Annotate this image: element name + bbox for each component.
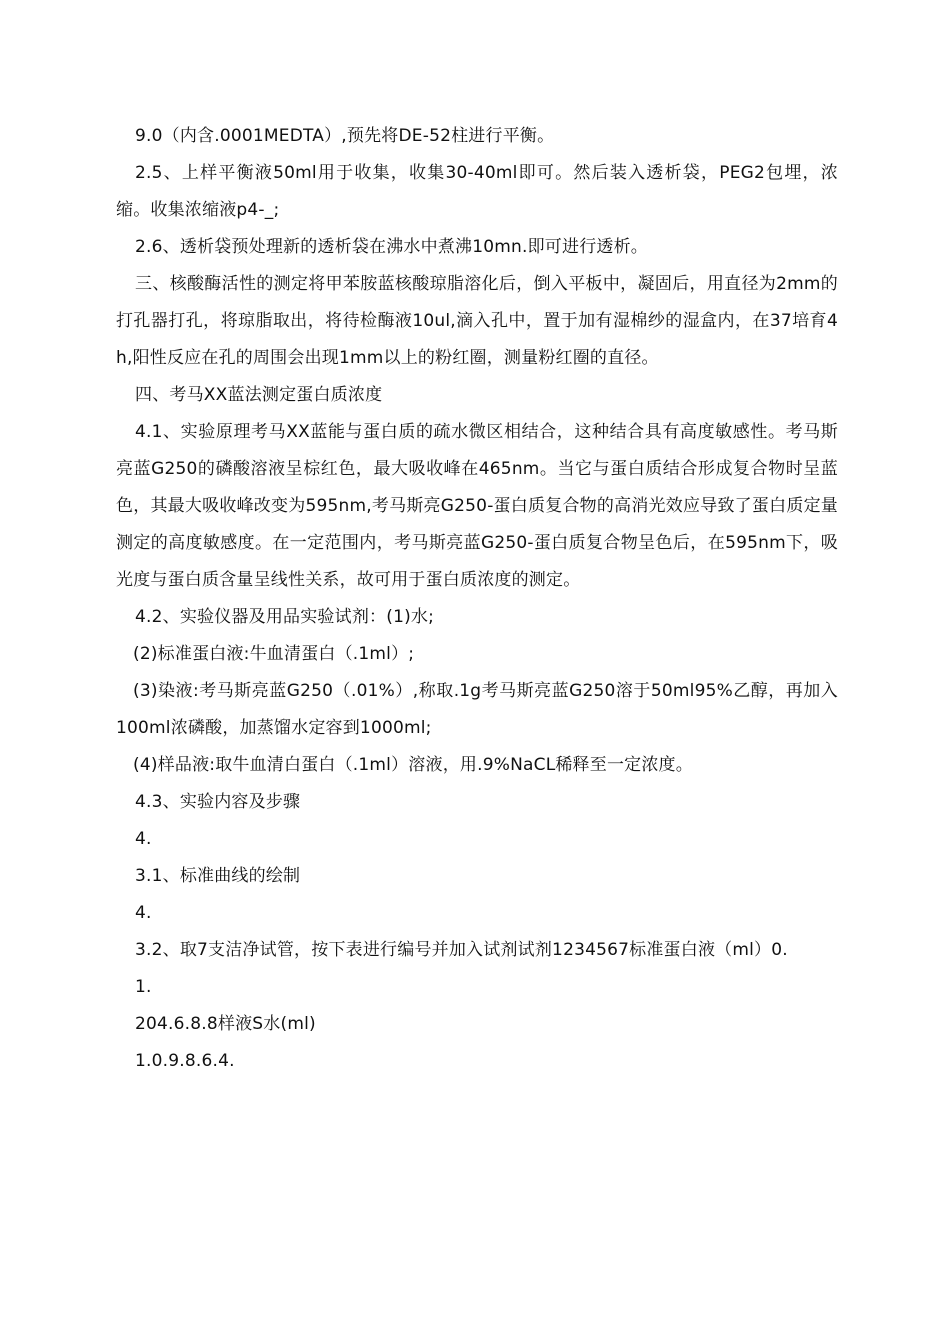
paragraph-fragment-4a: 4. bbox=[135, 829, 152, 849]
paragraph-4-2: 4.2、实验仪器及用品实验试剂：(1)水; bbox=[135, 607, 435, 627]
paragraph-2-6: 2.6、透析袋预处理新的透析袋在沸水中煮沸10mn.即可进行透析。 bbox=[135, 237, 649, 257]
paragraph-values: 1.0.9.8.6.4. bbox=[135, 1051, 235, 1071]
paragraph-3-2: 3.2、取7支洁净试管，按下表进行编号并加入试剂试剂1234567标准蛋白液（ml）0. bbox=[135, 940, 788, 960]
paragraph-4-1: 4.1、实验原理考马XX蓝能与蛋白质的疏水微区相结合，这种结合具有高度敏感性。考马斯亮蓝G250的磷酸溶液呈棕红色，最大吸收峰在465nm。当它与蛋白质结合形成复合物时呈蓝色，其最大吸收峰改变为595nm,考马斯亮G250-蛋白质复合物的高消光效应导致了蛋白质定量测定的高度敏感度。在一定范围内，考马斯亮蓝G250-蛋白质复合物呈色后，在595nm下，吸光度与蛋白质含量呈线性关系，故可用于蛋白质浓度的测定。 bbox=[116, 422, 838, 590]
document-body bbox=[116, 118, 838, 1080]
section-heading-protein-concentration: 四、考马XX蓝法测定蛋白质浓度 bbox=[135, 385, 383, 405]
paragraph-standard-protein: (2)标准蛋白液:牛血清蛋白（.1ml）; bbox=[133, 644, 415, 664]
paragraph-4-3: 4.3、实验内容及步骤 bbox=[135, 792, 301, 812]
paragraph-sample-water: 204.6.8.8样液S水(ml) bbox=[135, 1014, 316, 1034]
paragraph-de52-balance: 9.0（内含.0001MEDTA）,预先将DE-52柱进行平衡。 bbox=[135, 126, 555, 146]
paragraph-sample-solution: (4)样品液:取牛血清白蛋白（.1ml）溶液，用.9%NaCL稀释至一定浓度。 bbox=[133, 755, 693, 775]
paragraph-2-5: 2.5、上样平衡液50ml用于收集，收集30-40ml即可。然后装入透析袋，PEG2包埋，浓缩。收集浓缩液p4-_; bbox=[116, 163, 838, 220]
paragraph-dye-solution: (3)染液:考马斯亮蓝G250（.01%）,称取.1g考马斯亮蓝G250溶于50ml95%乙醇，再加入100ml浓磷酸，加蒸馏水定容到1000ml; bbox=[116, 681, 838, 738]
paragraph-fragment-1: 1. bbox=[135, 977, 152, 997]
paragraph-3-1: 3.1、标准曲线的绘制 bbox=[135, 866, 301, 886]
paragraph-nuclease-activity: 三、核酸酶活性的测定将甲苯胺蓝核酸琼脂溶化后，倒入平板中，凝固后，用直径为2mm的打孔器打孔，将琼脂取出，将待检酶液10ul,滴入孔中，置于加有湿棉纱的湿盒内，在37培育4h,阳性反应在孔的周围会出现1mm以上的粉红圈，测量粉红圈的直径。 bbox=[116, 274, 838, 368]
paragraph-fragment-4b: 4. bbox=[135, 903, 152, 923]
